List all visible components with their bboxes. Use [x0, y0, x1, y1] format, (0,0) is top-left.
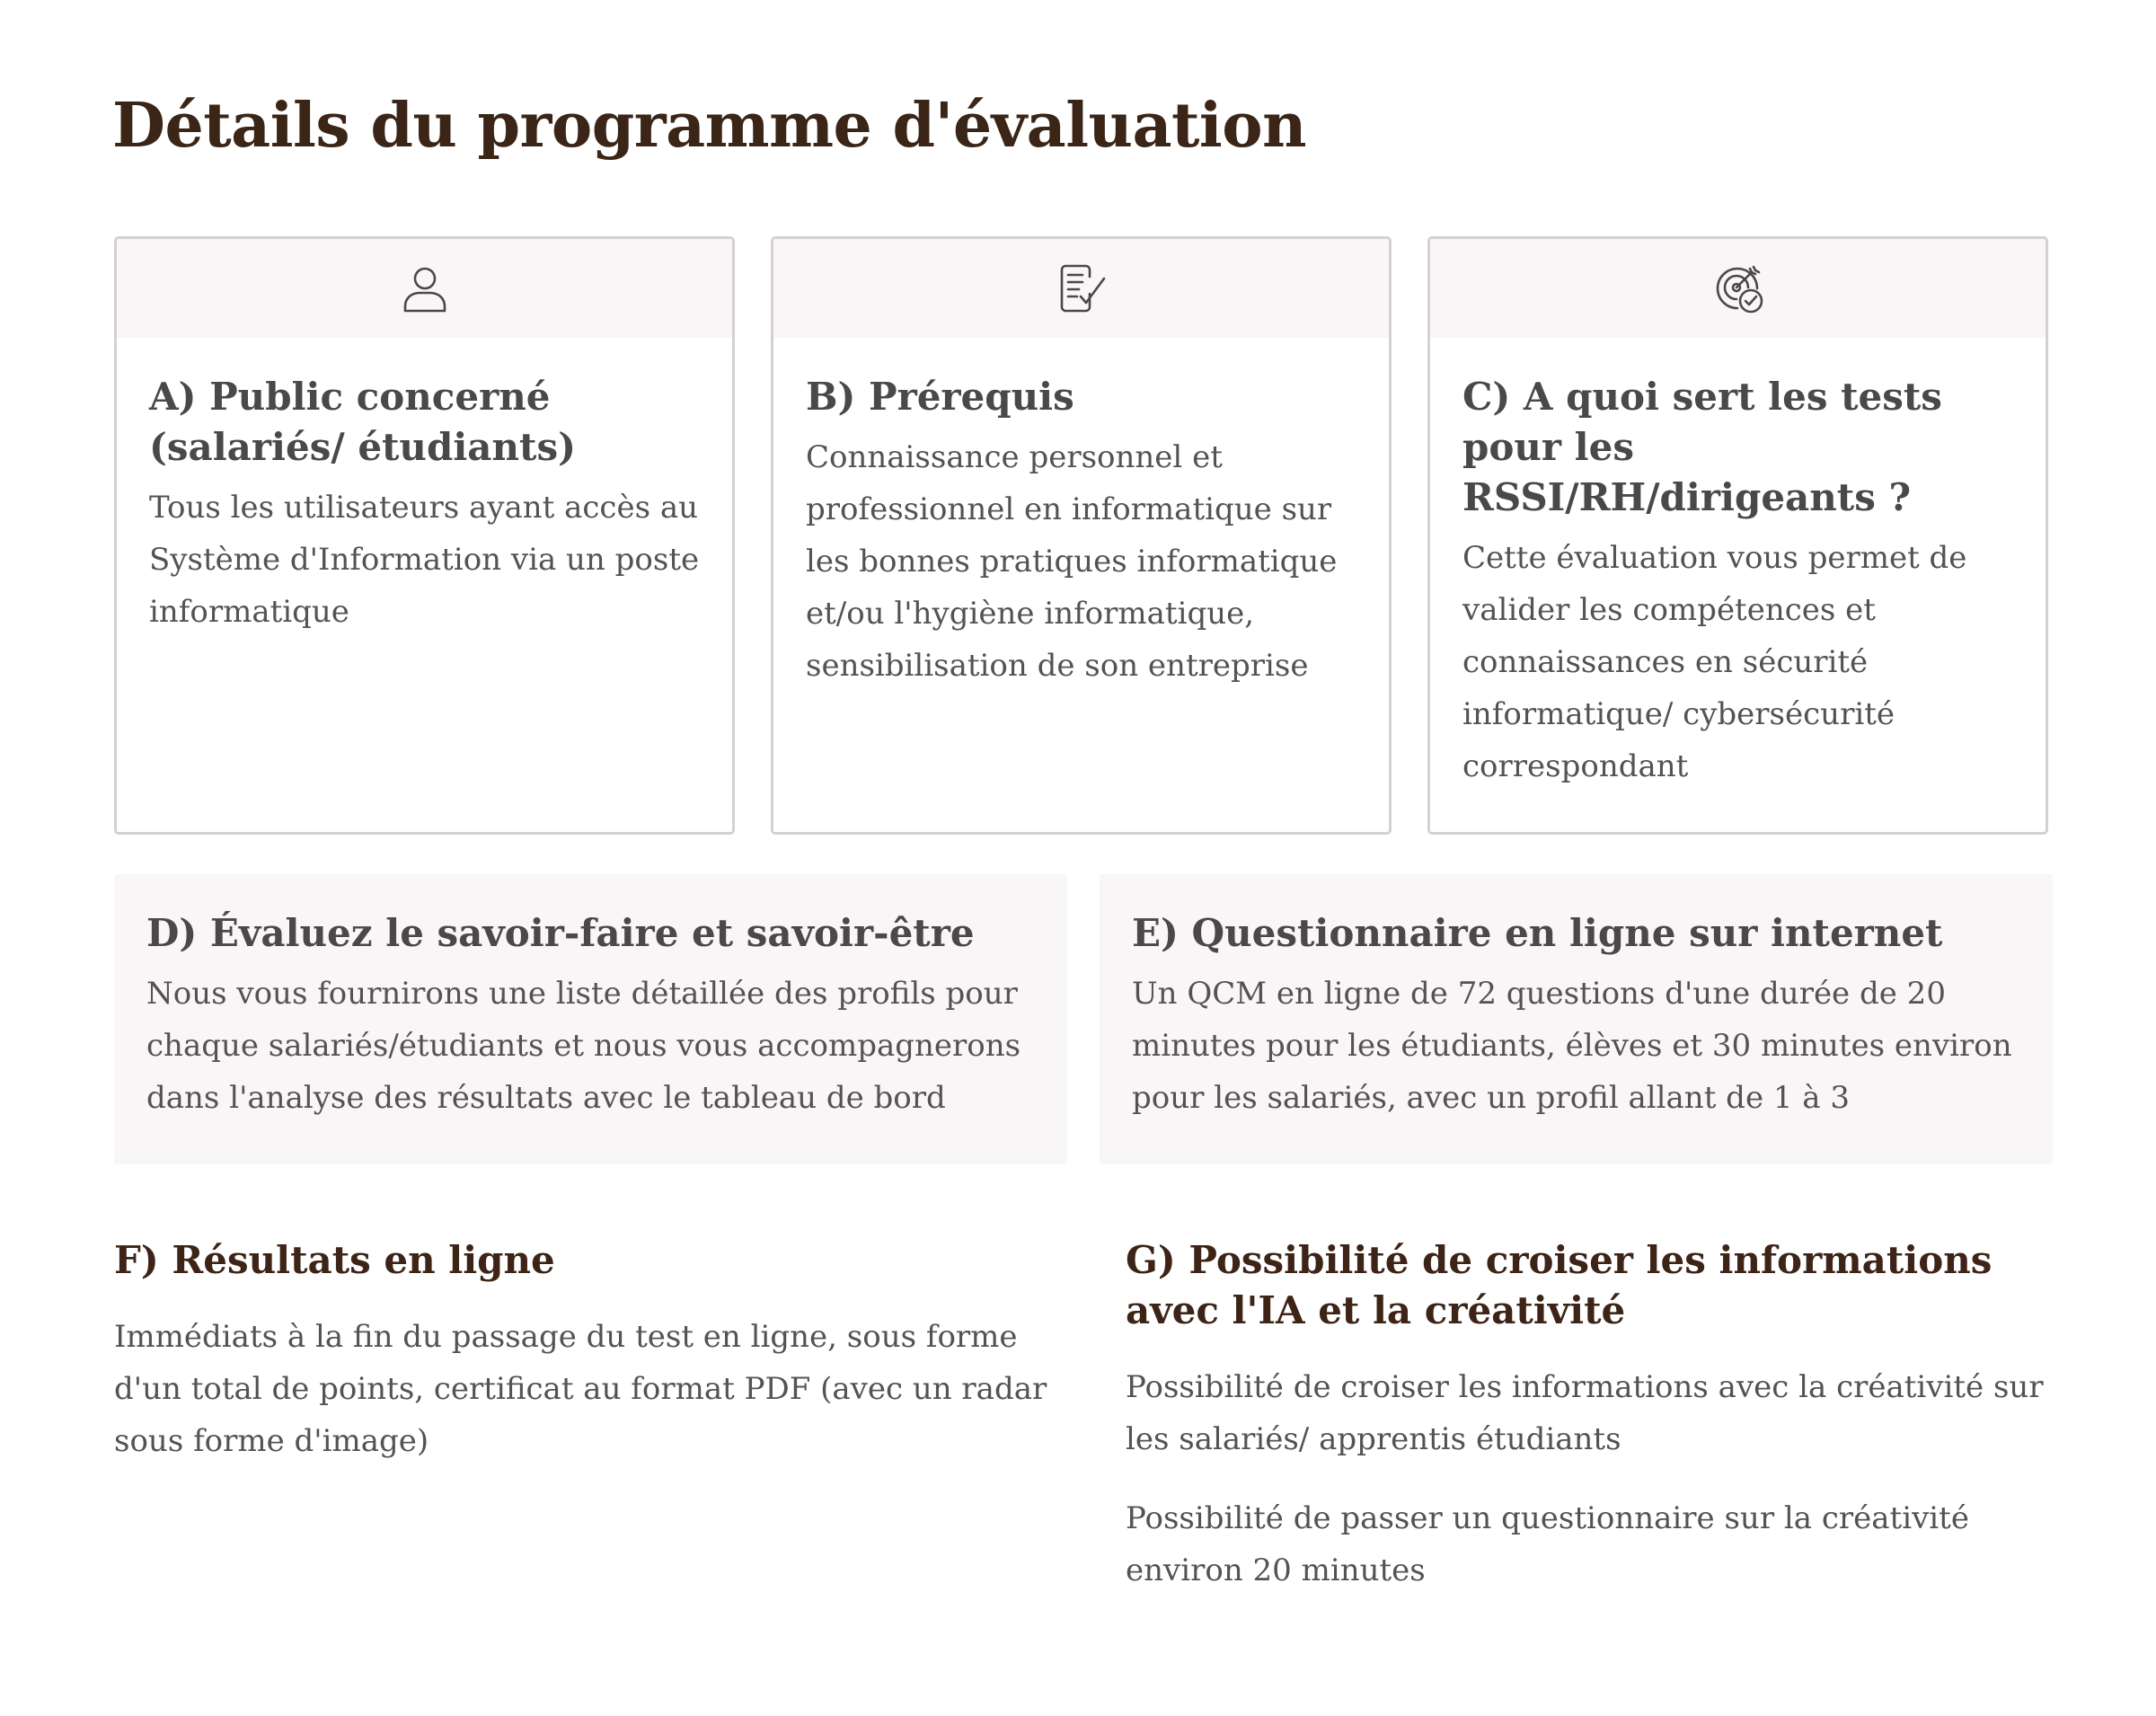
- card-header: [117, 239, 732, 338]
- section-paragraph: Possibilité de croiser les informations avec la créativité sur les salariés/ apprentis étudiants: [1126, 1369, 2044, 1457]
- panel-text: Un QCM en ligne de 72 questions d'une durée de 20 minutes pour les étudiants, élèves et 30 minutes environ pour les salariés, avec un profil allant de 1 à 3: [1132, 976, 2012, 1116]
- panel-title: E) Questionnaire en ligne sur internet: [1132, 911, 1943, 955]
- checklist-document-icon: [1055, 261, 1109, 315]
- card-prerequisites: [771, 236, 1392, 835]
- card-public: [114, 236, 735, 835]
- section-title: G) Possibilité de croiser les informations avec l'IA et la créativité: [1126, 1238, 1993, 1332]
- section-title: F) Résultats en ligne: [114, 1238, 555, 1282]
- card-header: [773, 239, 1389, 338]
- card-text: Connaissance personnel et professionnel en informatique sur les bonnes pratiques informatique et/ou l'hygiène informatique, sensibilisation de son entreprise: [806, 439, 1338, 684]
- panel-questionnaire: [1100, 874, 2053, 1164]
- card-title: A) Public concerné (salariés/ étudiants): [149, 375, 576, 469]
- target-check-icon: [1711, 261, 1765, 315]
- card-text: Cette évaluation vous permet de valider les compétences et connaissances en sécurité informatique/ cybersécurité correspondant: [1462, 540, 1967, 784]
- card-text: Tous les utilisateurs ayant accès au Système d'Information via un poste informatique: [149, 490, 700, 630]
- section-paragraph: Possibilité de passer un questionnaire sur la créativité environ 20 minutes: [1126, 1500, 1969, 1588]
- user-icon: [398, 261, 452, 315]
- card-header: [1430, 239, 2046, 338]
- section-paragraph: Immédiats à la fin du passage du test en ligne, sous forme d'un total de points, certificat au format PDF (avec un radar sous forme d'image): [114, 1319, 1047, 1459]
- card-title: B) Prérequis: [806, 375, 1074, 419]
- panel-text: Nous vous fournirons une liste détaillée des profils pour chaque salariés/étudiants et nous vous accompagnerons dans l'analyse des résultats avec le tableau de bord: [146, 976, 1021, 1116]
- panel-skills: [114, 874, 1067, 1164]
- section-results: [114, 1235, 1066, 1494]
- panel-title: D) Évaluez le savoir-faire et savoir-être: [146, 911, 975, 955]
- card-purpose: [1427, 236, 2048, 835]
- section-ai-creativity: [1126, 1235, 2060, 1623]
- page-title: Détails du programme d'évaluation: [112, 90, 1307, 162]
- card-title: C) A quoi sert les tests pour les RSSI/RH/dirigeants ?: [1462, 375, 1942, 519]
